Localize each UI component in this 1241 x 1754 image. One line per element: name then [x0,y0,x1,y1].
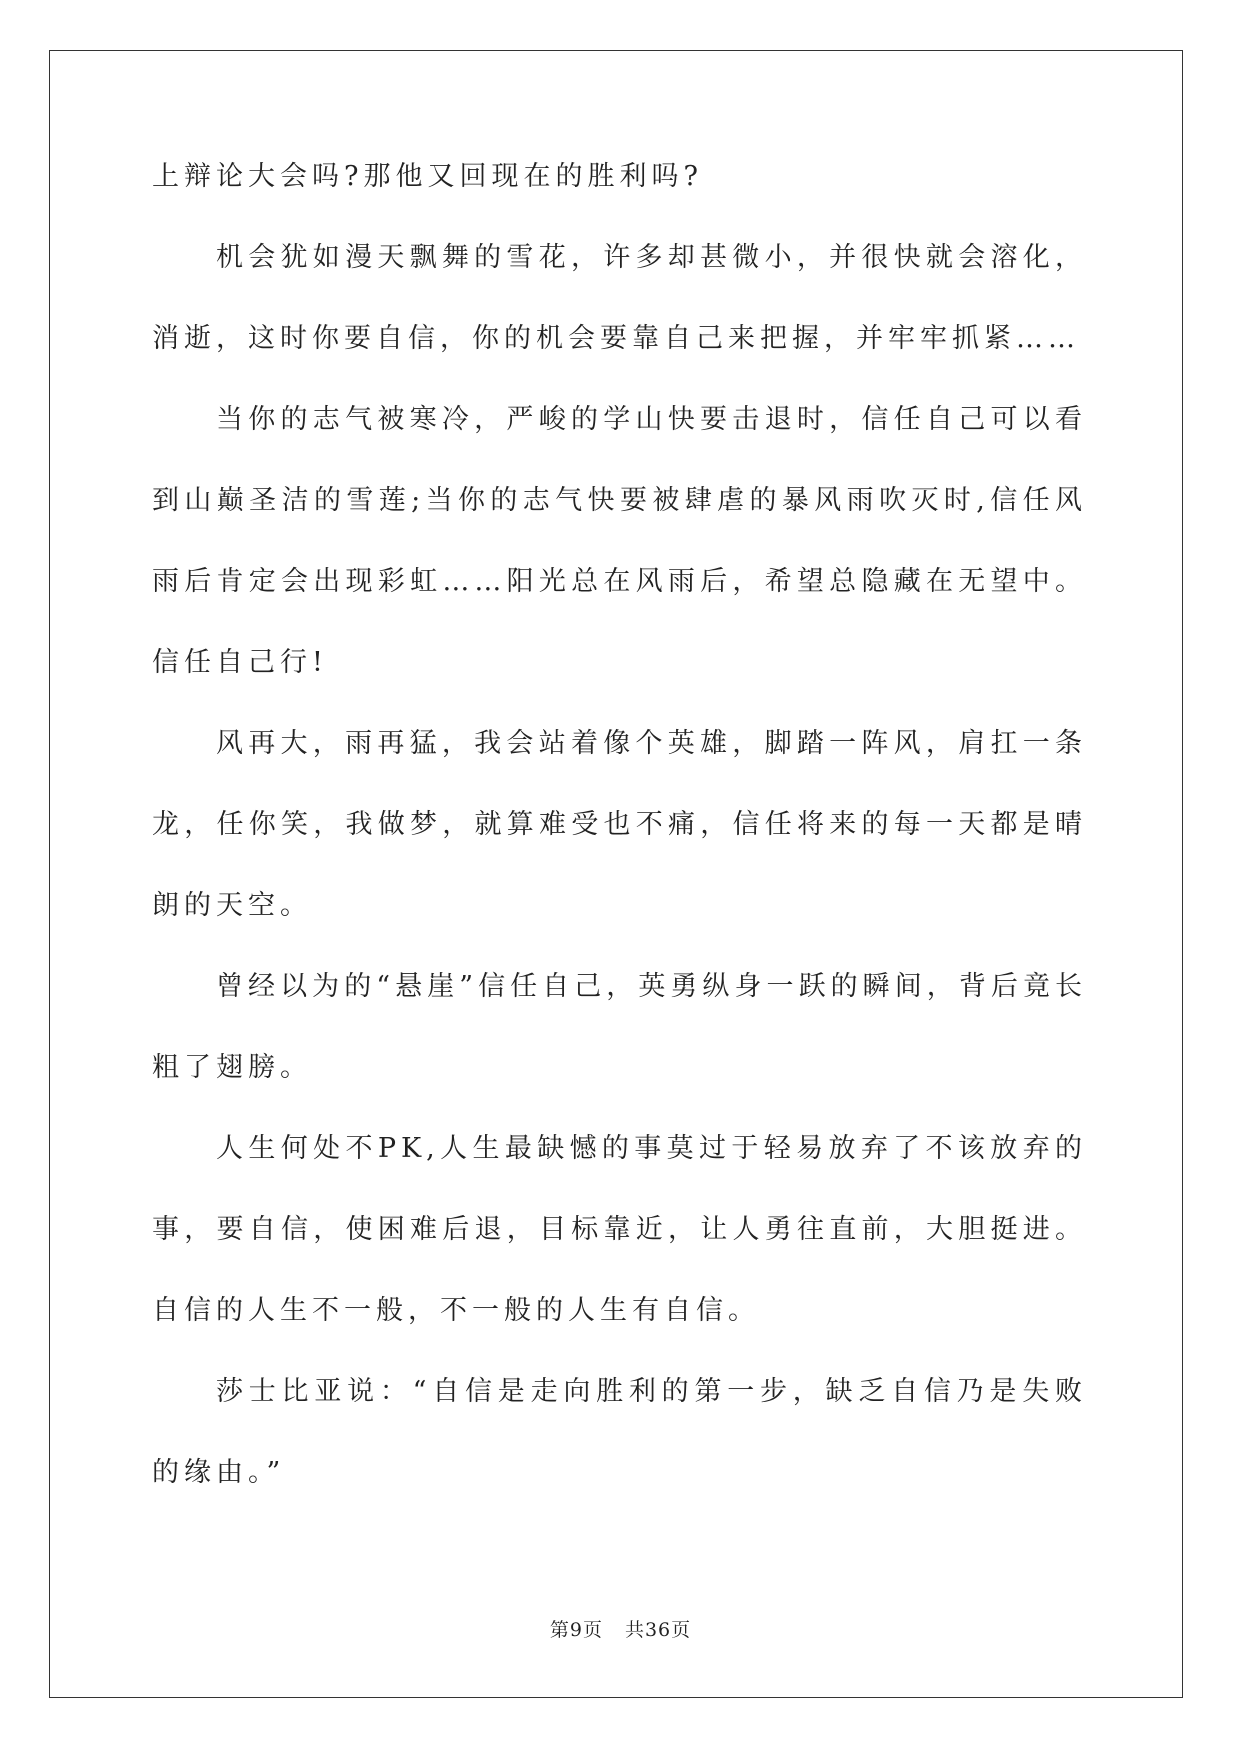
paragraph-6: 人生何处不PK,人生最缺憾的事莫过于轻易放弃了不该放弃的事，要自信，使困难后退，目标靠近，让人勇往直前，大胆挺进。自信的人生不一般，不一般的人生有自信。 [152,1133,1087,1326]
current-page-label: 第9页 [549,1619,603,1641]
page-footer [0,1615,1241,1642]
paragraph-2: 机会犹如漫天飘舞的雪花，许多却甚微小，并很快就会溶化，消逝，这时你要自信，你的机会要靠自己来把握，并牢牢抓紧…… [152,242,1087,354]
paragraph-5: 曾经以为的“悬崖”信任自己，英勇纵身一跃的瞬间，背后竟长粗了翅膀。 [152,971,1087,1083]
paragraph-1: 上辩论大会吗?那他又回现在的胜利吗? [152,161,703,192]
paragraph-3: 当你的志气被寒冷，严峻的学山快要击退时，信任自己可以看到山巅圣洁的雪莲;当你的志气快要被肆虐的暴风雨吹灭时,信任风雨后肯定会出现彩虹……阳光总在风雨后，希望总隐藏在无望中。信任自己行! [152,404,1087,678]
total-pages-label: 共36页 [624,1619,692,1641]
paragraph-7: 莎士比亚说：“自信是走向胜利的第一步，缺乏自信乃是失败的缘由。” [152,1376,1087,1488]
document-body [152,162,1087,1513]
paragraph-4: 风再大，雨再猛，我会站着像个英雄，脚踏一阵风，肩扛一条龙，任你笑，我做梦，就算难受也不痛，信任将来的每一天都是晴朗的天空。 [152,728,1087,921]
